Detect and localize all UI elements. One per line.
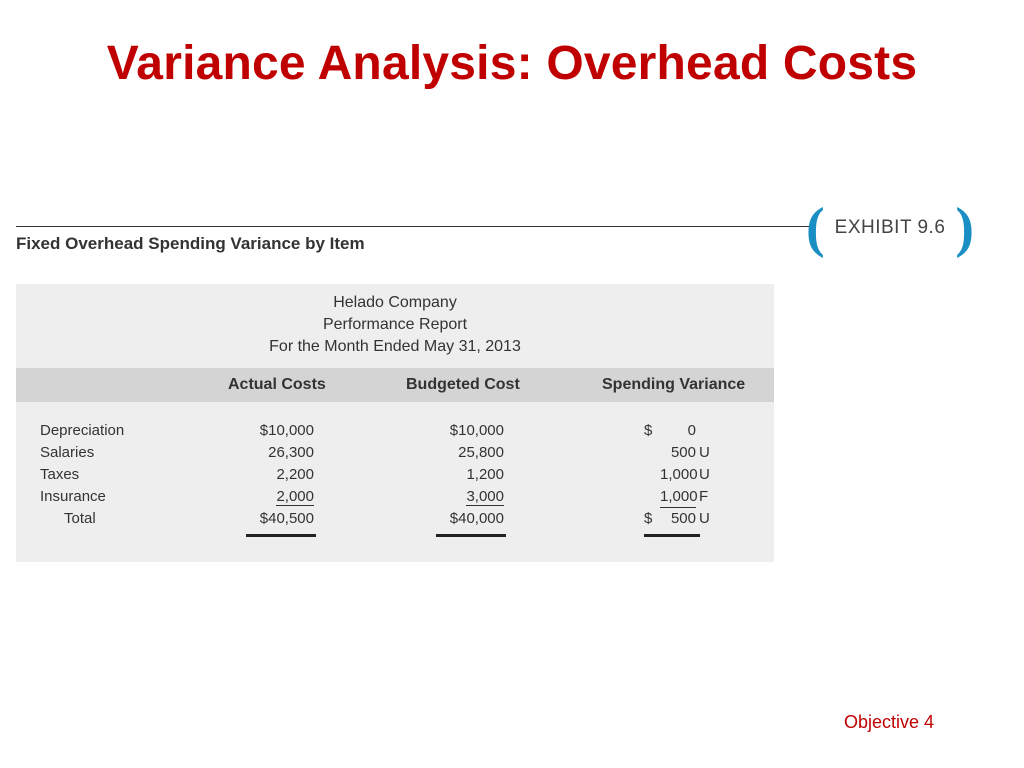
report-panel [16,284,774,562]
variance-total-row [644,508,754,530]
variance-prefix [644,442,660,464]
left-paren-icon: ( [806,197,825,259]
report-period: For the Month Ended May 31, 2013 [269,338,521,355]
variance-total-prefix: $ [644,510,653,527]
row-label: Depreciation [40,422,125,439]
budgeted-cost-column [422,420,504,530]
col-spending-variance: Spending Variance [602,376,746,393]
variance-row [644,420,754,442]
exhibit-rule [16,226,816,227]
variance-prefix: $ [644,422,653,439]
exhibit-figure [14,190,999,570]
variance-value: 1,000 [660,466,698,483]
variance-total-underline [644,534,700,537]
row-labels [40,420,124,530]
report-name: Performance Report [322,316,468,333]
report-header [16,292,774,358]
variance-flag: U [699,466,710,483]
exhibit-badge [806,197,975,259]
variance-flag [696,420,715,442]
column-header-band [16,368,774,402]
spending-variance-column [644,420,754,530]
col-budgeted-cost: Budgeted Cost [406,376,520,393]
variance-total-value: 500 [670,510,696,527]
company-name: Helado Company [333,294,457,311]
slide-title: Variance Analysis: Overhead Costs [106,37,918,90]
variance-value: 1,000 [660,486,696,508]
budgeted-value: $10,000 [449,422,504,439]
variance-flag: F [699,488,709,505]
actual-total-underline [246,534,316,537]
objective-footer: Objective 4 [844,712,935,732]
row-label: Taxes [40,466,80,483]
variance-value: 500 [670,444,696,461]
budgeted-total: $40,000 [449,510,504,527]
actual-value: 26,300 [268,444,314,461]
exhibit-heading: Fixed Overhead Spending Variance by Item [16,234,365,253]
variance-flag: U [699,444,710,461]
variance-row [644,442,754,464]
variance-total-flag: U [699,510,710,527]
row-label: Insurance [40,488,106,505]
budgeted-value: 3,000 [466,488,504,505]
col-actual-costs: Actual Costs [228,376,326,393]
row-label: Salaries [40,444,95,461]
right-paren-icon: ) [955,197,975,259]
budgeted-value: 25,800 [458,444,504,461]
actual-total: $40,500 [259,510,314,527]
exhibit-label: EXHIBIT 9.6 [834,217,946,238]
variance-row [644,464,754,486]
variance-prefix [644,464,660,486]
actual-value: 2,000 [276,488,314,505]
variance-row [644,486,754,508]
total-label: Total [64,510,96,527]
actual-costs-column [232,420,314,530]
variance-value: 0 [687,422,696,439]
variance-prefix [644,486,660,508]
actual-value: 2,200 [276,466,314,483]
budgeted-total-underline [436,534,506,537]
budgeted-value: 1,200 [466,466,504,483]
actual-value: $10,000 [259,422,314,439]
